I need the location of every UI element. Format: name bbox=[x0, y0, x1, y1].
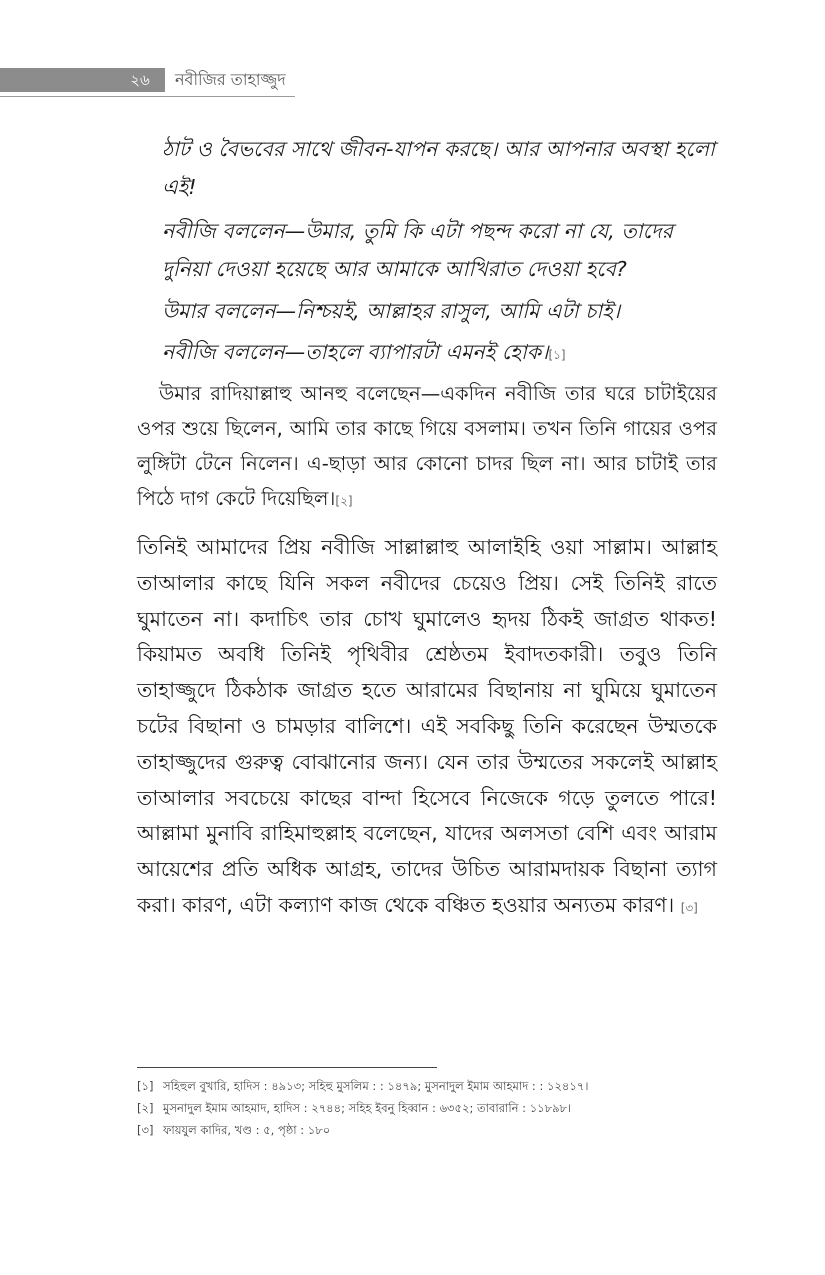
citation-marker: [৩] bbox=[680, 900, 698, 915]
footnote-3: [৩] ফায়যুল কাদির, খণ্ড : ৫, পৃষ্ঠা : ১৮০ bbox=[137, 1123, 331, 1137]
paragraph-tahajjud: তিনিই আমাদের প্রিয় নবীজি সাল্লাল্লাহু আলাইহি ওয়া সাল্লাম। আল্লাহ তাআলার কাছে যিনি সকল নবীদের চেয়েও প্রিয়। সেই তিনিই রাতে ঘুমাতেন না। কদাচিৎ তার চোখ ঘুমালেও হৃদয় ঠিকই জাগ্রত থাকত! কিয়ামত অবধি তিনিই পৃথিবীর শ্রেষ্ঠতম ইবাদতকারী। তবুও তিনি তাহাজ্জুদে ঠিকঠাক জাগ্রত হতে আরামের বিছানায় না ঘুমিয়ে ঘুমাতেন চটের বিছানা ও চামড়ার বালিশে। এই সবকিছু তিনি করেছেন উম্মতকে তাহাজ্জুদের গুরুত্ব বোঝানোর জন্য। যেন তার উম্মতের সকলেই আল্লাহ তাআলার সবচেয়ে কাছের বান্দা হিসেবে নিজেকে গড়ে তুলতে পারে! আল্লামা মুনাবি রাহিমাহুল্লাহ বলেছেন, যাদের অলসতা বেশি এবং আরাম আয়েশের প্রতি অধিক আগ্রহ, তাদের উচিত আরামদায়ক বিছানা ত্যাগ করা। কারণ, এটা কল্যাণ কাজ থেকে বঞ্চিত হওয়ার অন্যতম কারণ। [৩] bbox=[137, 535, 717, 917]
paragraph-umar: উমার রাদিয়াল্লাহু আনহু বলেছেন—একদিন নবীজি তার ঘরে চাটাইয়ের ওপর শুয়ে ছিলেন, আমি তার কাছে গিয়ে বসলাম। তখন তিনি গায়ের ওপর লুঙ্গিটা টেনে নিলেন। এ-ছাড়া আর কোনো চাদর ছিল না। আর চাটাই তার পিঠে দাগ কেটে দিয়েছিল।[২] bbox=[137, 382, 717, 510]
footnote-1: [১] সহিহুল বুখারি, হাদিস : ৪৯১৩; সহিহু মুসলিম : : ১৪৭৯; মুসনাদুল ইমাম আহমাদ : : ১২৪১৭। bbox=[137, 1079, 589, 1093]
hadith-line-1: ঠাট ও বৈভবের সাথে জীবন-যাপন করছে। আর আপনার অবস্থা হলো এই! bbox=[162, 137, 715, 199]
footnote-rule bbox=[137, 1067, 437, 1068]
hadith-line-3: উমার বললেন—নিশ্চয়ই, আল্লাহর রাসুল, আমি এটা চাই। bbox=[162, 299, 621, 323]
citation-marker: [১] bbox=[548, 348, 566, 362]
hadith-line-2: নবীজি বললেন—উমার, তুমি কি এটা পছন্দ করো না যে, তাদের দুনিয়া দেওয়া হয়েছে আর আমাকে আখিরাত দেওয়া হবে? bbox=[162, 219, 673, 281]
footnote-2: [২] মুসনাদুল ইমাম আহমাদ, হাদিস : ২৭৪৪; সহিহ ইবনু হিব্বান : ৬৩৫২; তাবারানি : ১১৮৯৮। bbox=[137, 1101, 572, 1115]
footnotes bbox=[137, 1075, 697, 1141]
running-title: নবীজির তাহাজ্জুদ bbox=[175, 70, 286, 89]
citation-marker: [২] bbox=[335, 494, 353, 508]
page-number: ২৬ bbox=[130, 71, 150, 89]
header-rule bbox=[0, 96, 295, 97]
hadith-line-4: নবীজি বললেন—তাহলে ব্যাপারটা এমনই হোক।[১] bbox=[162, 340, 566, 364]
